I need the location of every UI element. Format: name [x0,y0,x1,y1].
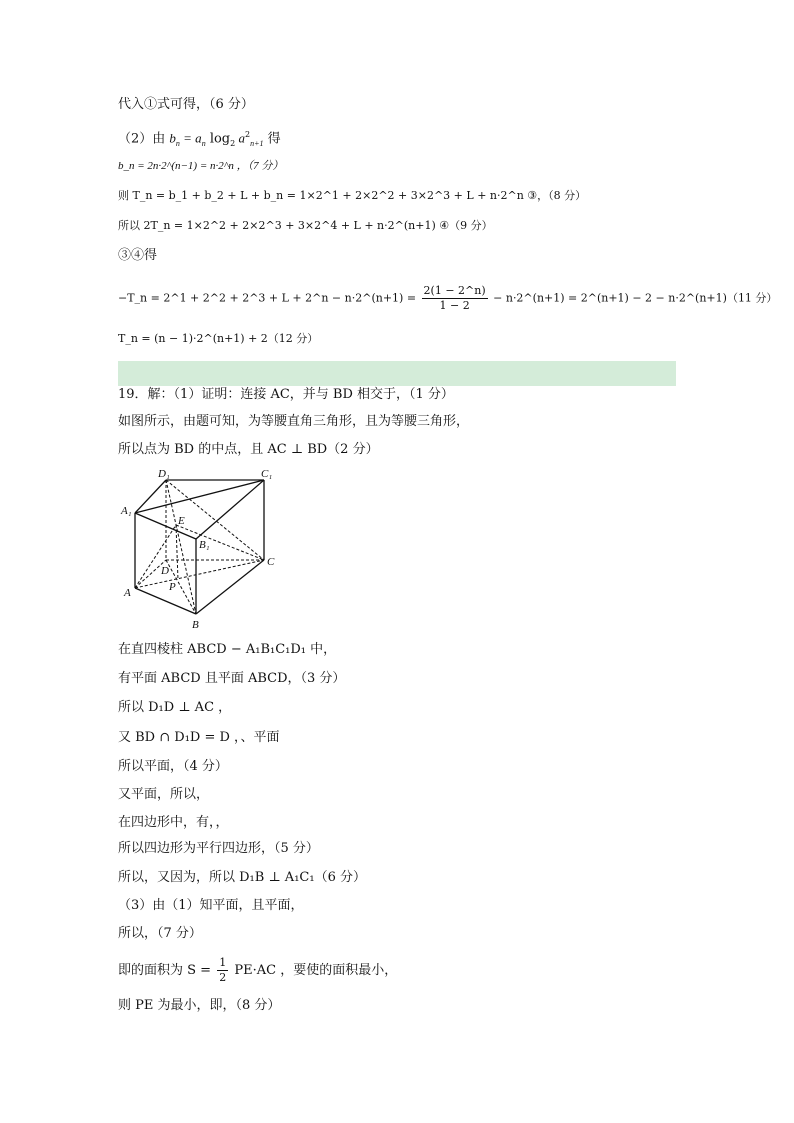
label-E: E [178,515,185,527]
text-line-1: 代入①式可得，（6 分） [118,97,254,112]
diag-AC [135,560,264,588]
text-line-11: 所以点为 BD 的中点，且 AC ⊥ BD（2 分） [118,442,379,457]
text-line-6: ③④得 [118,248,158,263]
edge-AB [135,588,196,614]
text-line-7: −T_n = 2^1 + 2^2 + 2^3 + L + 2^n − n·2^(n+1) = $\frac{2(1 - 2\^{}n)}{1 - 2}$ − n·2^(n+1) = 2^(n+1) − 2 − n·2^(n+1)（11 分） [118,284,778,312]
label-C1: C₁ [261,468,273,480]
label-P: P [169,581,176,593]
highlight-band [118,361,676,386]
text-line-19: 所以四边形为平行四边形，（5 分） [118,841,319,856]
label-C: C [267,556,275,568]
edge-BC [196,560,264,614]
text-line-9: 19．解：（1）证明：连接 AC，并与 BD 相交于，（1 分） [118,387,454,402]
diag-D1B [166,480,196,614]
label-A: A [124,587,131,599]
fraction: $\frac{2(1 - 2\^{}n)}{1 - 2}$ [423,284,486,312]
seg-AE [135,525,176,588]
text-line-10: 如图所示，由题可知，为等腰直角三角形，且为等腰三角形， [118,414,470,429]
text-line-18: 在四边形中，有，， [118,815,229,830]
label-A1: A₁ [121,505,132,517]
text-line-14: 所以 D₁D ⊥ AC ， [118,700,232,715]
text-line-5: 所以 2T_n = 1×2^2 + 2×2^3 + 3×2^4 + L + n·2^(n+1) ④（9 分） [118,219,493,232]
label-D1: D₁ [158,468,170,480]
text-line-21: （3）由（1）知平面，且平面， [118,898,304,913]
label-D: D [161,565,169,577]
label-B1: B₁ [199,539,210,551]
label-B: B [192,619,199,631]
seg-EP [176,525,178,580]
text-line-3: b_n = 2n·2^(n−1) = n·2^n ，（7 分） [118,160,284,172]
text-line-13: 有平面 ABCD 且平面 ABCD，（3 分） [118,671,346,686]
prism-figure [118,462,288,632]
seg-EC [176,525,264,560]
text-line-22: 所以，（7 分） [118,926,202,941]
text-line-24: 则 PE 为最小，即，（8 分） [118,998,281,1013]
text-line-20: 所以，又因为，所以 D₁B ⊥ A₁C₁（6 分） [118,870,366,885]
text-line-16: 所以平面，（4 分） [118,759,228,774]
fraction-half: $\frac{1}{2}$ [219,956,227,984]
text-line-2: （2）由 $b_n = a_n$ $\log_2 a^2_{n+1}$ 得 [118,130,281,148]
text-line-8: T_n = (n − 1)·2^(n+1) + 2（12 分） [118,332,319,345]
text-line-17: 又平面，所以， [118,787,210,802]
text-line-12: 在直四棱柱 ABCD − A₁B₁C₁D₁ 中， [118,642,337,657]
text-line-23: 即的面积为 S = $\frac{1}{2}$ PE·AC ，要使的面积最小， [118,956,398,984]
edge-D1A1 [135,480,166,513]
text-line-15: 又 BD ∩ D₁D = D ，、平面 [118,730,280,745]
text-line-4: 则 T_n = b_1 + b_2 + L + b_n = 1×2^1 + 2×2^2 + 3×2^3 + L + n·2^n ③，（8 分） [118,189,587,202]
